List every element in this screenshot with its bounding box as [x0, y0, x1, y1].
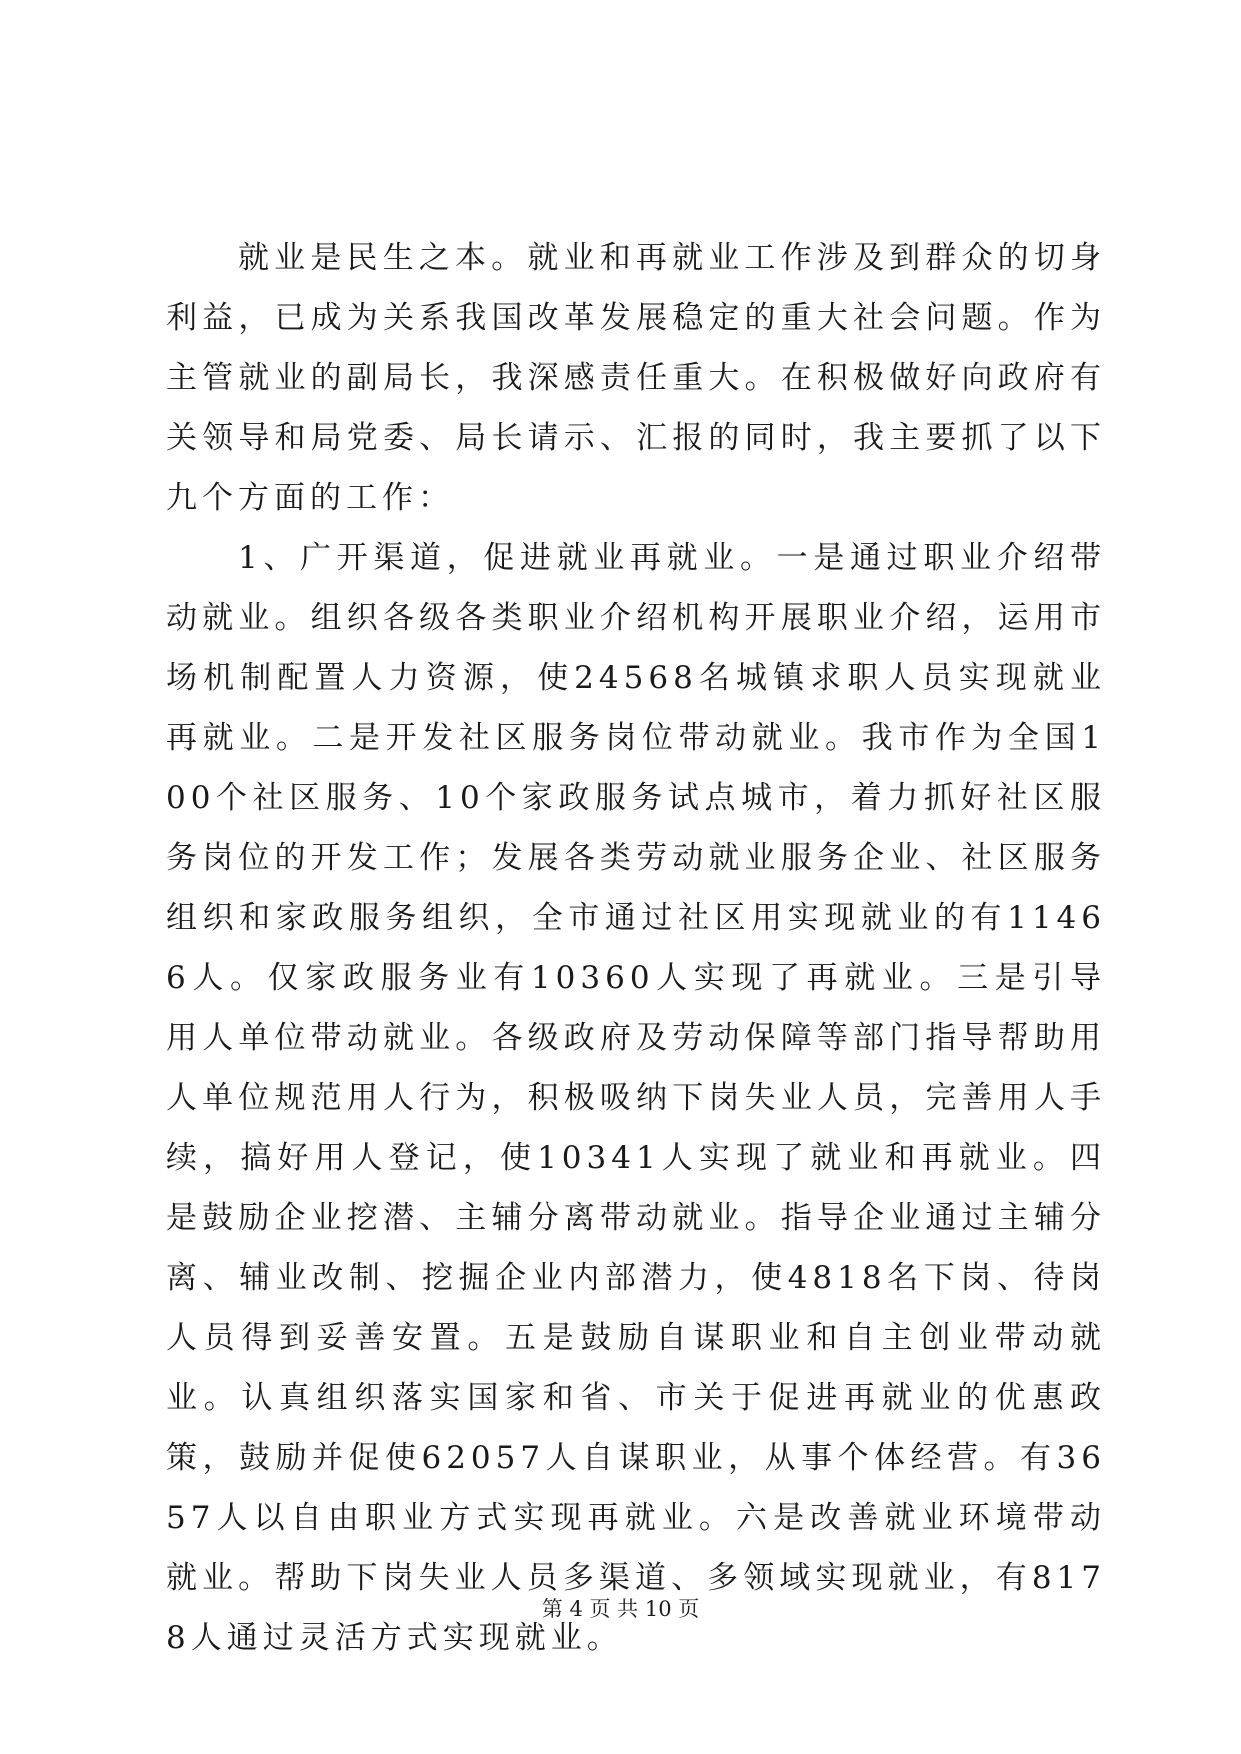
paragraph-item-1: 1、广开渠道，促进就业再就业。一是通过职业介绍带动就业。组织各级各类职业介绍机构开展职业介绍，运用市场机制配置人力资源，使24568名城镇求职人员实现就业再就业。二是开发社区服务岗位带动就业。我市作为全国100个社区服务、10个家政服务试点城市，着力抓好社区服务岗位的开发工作；发展各类劳动就业服务企业、社区服务组织和家政服务组织，全市通过社区用实现就业的有11466人。仅家政服务业有10360人实现了再就业。三是引导用人单位带动就业。各级政府及劳动保障等部门指导帮助用人单位规范用人行为，积极吸纳下岗失业人员，完善用人手续，搞好用人登记，使10341人实现了就业和再就业。四是鼓励企业挖潜、主辅分离带动就业。指导企业通过主辅分离、辅业改制、挖掘企业内部潜力，使4818名下岗、待岗人员得到妥善安置。五是鼓励自谋职业和自主创业带动就业。认真组织落实国家和省、市关于促进再就业的优惠政策，鼓励并促使62057人自谋职业，从事个体经营。有3657人以自由职业方式实现再就业。六是改善就业环境带动就业。帮助下岗失业人员多渠道、多领域实现就业，有8178人通过灵活方式实现就业。: [166, 540, 1106, 1656]
page-footer: 第 4 页 共 10 页: [541, 1597, 700, 1621]
document-body: [166, 228, 1106, 1668]
paragraph-intro: 就业是民生之本。就业和再就业工作涉及到群众的切身利益，已成为关系我国改革发展稳定的重大社会问题。作为主管就业的副局长，我深感责任重大。在积极做好向政府有关领导和局党委、局长请示、汇报的同时，我主要抓了以下九个方面的工作：: [166, 240, 1106, 516]
